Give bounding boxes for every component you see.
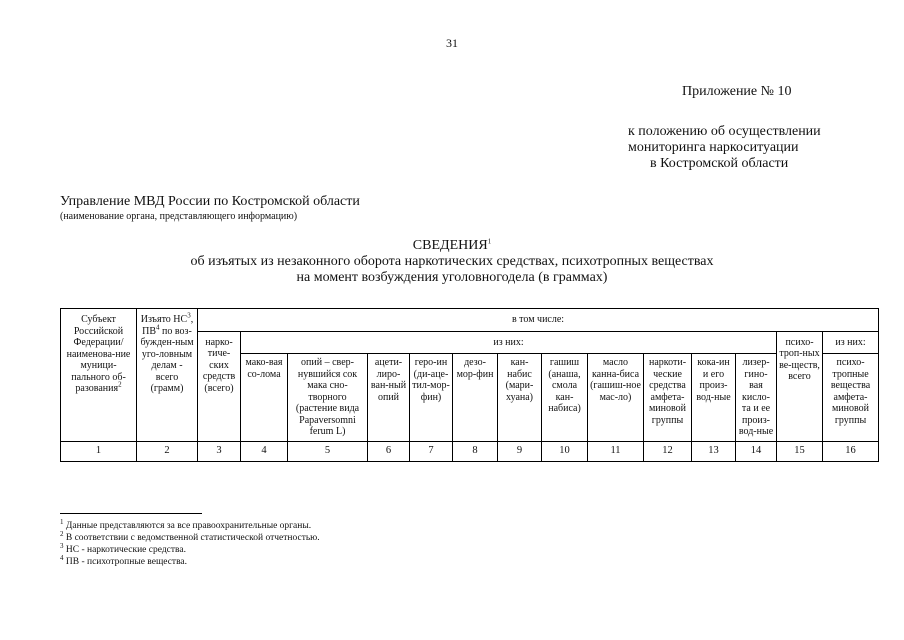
title-main bbox=[0, 238, 904, 254]
header-seized-post: по воз-бужден-ным уго-ловным делам - всего (грамм) bbox=[140, 325, 194, 394]
document-title bbox=[0, 238, 904, 286]
footnotes bbox=[60, 517, 320, 568]
column-number: 10 bbox=[542, 441, 588, 461]
header-acetylated-opium: ацети-лиро-ван-ный опий bbox=[368, 354, 410, 442]
footnote-marker: 1 bbox=[60, 517, 64, 526]
footnote-marker: 2 bbox=[60, 529, 64, 538]
column-number: 13 bbox=[692, 441, 736, 461]
column-number: 12 bbox=[644, 441, 692, 461]
regulation-reference bbox=[628, 124, 821, 172]
header-hashish: гашиш (анаша, смола кан-набиса) bbox=[542, 354, 588, 442]
header-opium: опий – свер-нувшийся сок мака сно-творного (растение вида Papaversomni ferum L) bbox=[288, 354, 368, 442]
footnote-ref: 3 bbox=[187, 311, 191, 320]
footnote bbox=[60, 529, 320, 544]
footnote bbox=[60, 541, 320, 556]
header-cocaine: кока-ин и его произ-вод-ные bbox=[692, 354, 736, 442]
column-number: 11 bbox=[588, 441, 644, 461]
header-narcotic-total: нарко-тиче-ских средств (всего) bbox=[198, 331, 241, 441]
footnote-text: Данные представляются за все правоохранительные органы. bbox=[63, 521, 312, 531]
column-number: 3 bbox=[198, 441, 241, 461]
header-subject bbox=[61, 309, 137, 442]
seizure-table bbox=[60, 308, 879, 462]
title-line-2: на момент возбуждения уголовногодела (в граммах) bbox=[296, 270, 608, 285]
regulation-line: в Костромской области bbox=[650, 156, 789, 171]
header-hash-oil: масло канна-биса (гашиш-ное мас-ло) bbox=[588, 354, 644, 442]
footnote-marker: 4 bbox=[60, 553, 64, 562]
header-psychotropic-amphetamine: психо-тропные вещества амфета-миновой группы bbox=[823, 354, 879, 442]
title-main-text: СВЕДЕНИЯ bbox=[412, 238, 488, 253]
regulation-line: к положению об осуществлении bbox=[628, 124, 821, 139]
footnote-marker: 3 bbox=[60, 541, 64, 550]
footnote-divider bbox=[60, 513, 202, 514]
header-poppy-straw: мако-вая со-лома bbox=[241, 354, 288, 442]
column-number: 14 bbox=[736, 441, 777, 461]
header-cannabis: кан-набис (мари-хуана) bbox=[498, 354, 542, 442]
footnote-text: ПВ - психотропные вещества. bbox=[63, 557, 188, 567]
column-number: 9 bbox=[498, 441, 542, 461]
column-number: 5 bbox=[288, 441, 368, 461]
header-heroin: геро-ин (ди-ацe-тил-мор-фин) bbox=[410, 354, 453, 442]
header-seized-total bbox=[137, 309, 198, 442]
footnote-text: НС - наркотические средства. bbox=[63, 545, 186, 555]
header-of-them-psychotropic: из них: bbox=[823, 331, 879, 354]
regulation-line: мониторинга наркоситуации bbox=[628, 140, 799, 155]
footnote bbox=[60, 553, 320, 568]
page-number: 31 bbox=[446, 36, 458, 50]
header-seized-mid: , ПВ bbox=[142, 314, 194, 337]
title-line-1: об изъятых из незаконного оборота наркотических средствах, психотропных веществах bbox=[190, 254, 714, 269]
column-number: 4 bbox=[241, 441, 288, 461]
footnote-ref: 1 bbox=[487, 237, 492, 246]
header-desomorphine: дезо-мор-фин bbox=[453, 354, 498, 442]
header-including: в том числе: bbox=[198, 309, 879, 332]
column-number: 1 bbox=[61, 441, 137, 461]
header-seized-pre: Изъято НС bbox=[140, 314, 188, 325]
header-subject-text: Субъект Российской Федерации/ наименова-ние муници-пального об-разования bbox=[66, 314, 131, 394]
header-of-them: из них: bbox=[241, 331, 777, 354]
organization-name: Управление МВД России по Костромской области bbox=[60, 194, 360, 209]
column-number: 16 bbox=[823, 441, 879, 461]
footnote-text: В соответствии с ведомственной статистической отчетностью. bbox=[63, 533, 320, 543]
annex-label: Приложение № 10 bbox=[682, 84, 792, 99]
footnote-ref: 4 bbox=[156, 323, 160, 332]
column-number: 8 bbox=[453, 441, 498, 461]
column-number: 15 bbox=[777, 441, 823, 461]
column-number: 7 bbox=[410, 441, 453, 461]
organization-caption: (наименование органа, представляющего информацию) bbox=[60, 211, 298, 222]
column-number: 2 bbox=[137, 441, 198, 461]
header-amphetamine-narcotics: наркоти-ческие средства амфета-миновой группы bbox=[644, 354, 692, 442]
footnote-ref: 2 bbox=[118, 380, 122, 389]
header-lsd: лизер-гино-вая кисло-та и ее произ-вод-ные bbox=[736, 354, 777, 442]
column-number: 6 bbox=[368, 441, 410, 461]
footnote bbox=[60, 517, 320, 532]
header-psychotropic-total: психо-троп-ных ве-ществ, всего bbox=[777, 331, 823, 441]
